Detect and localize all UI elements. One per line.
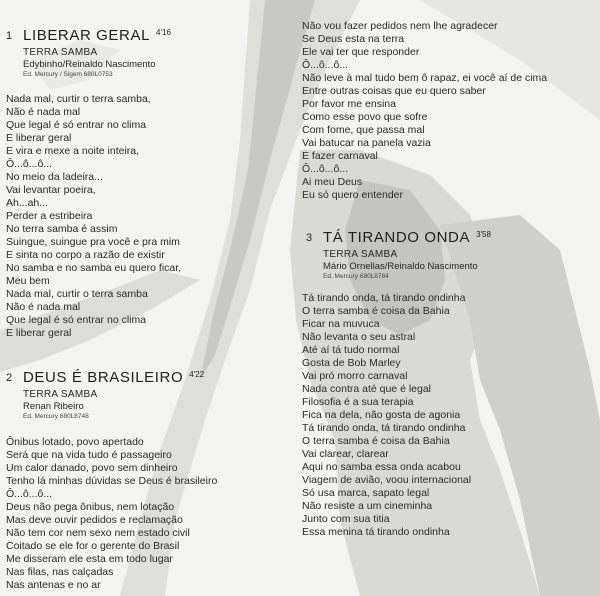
lyric-line: E liberar geral — [6, 132, 72, 144]
lyric-line: Ô...ô...ô... — [302, 163, 349, 175]
song-ta-tirando-onda — [302, 229, 594, 539]
lyric-line: Mas deve ouvir pedidos e reclamação — [6, 514, 183, 526]
lyric-line: Que legal é só entrar no clima — [6, 314, 147, 326]
songwriters: Edybinho/Reinaldo Nascimento — [23, 59, 156, 70]
lyric-line: Me disseram ele esta em todo lugar — [6, 553, 173, 565]
song-deus-e-brasileiro — [6, 369, 286, 592]
lyric-line: Nas filas, nas calçadas — [6, 566, 114, 578]
lyric-line: Suingue, suingue pra você e pra mim — [6, 236, 180, 248]
lyric-line: Vai levantar poeira, — [6, 184, 96, 196]
lyric-line: No meio da ladeira... — [6, 171, 103, 183]
lyric-line: Vai clarear, clarear — [302, 448, 389, 460]
publisher: Ed. Mercury / Sigem 680L0753 — [23, 71, 113, 78]
right-column — [302, 20, 594, 539]
lyric-line: Que legal é só entrar no clima — [6, 119, 147, 131]
lyric-line: Nada contra até que é legal — [302, 383, 432, 395]
lyric-line: Tá tirando onda, tá tirando ondinha — [302, 422, 466, 434]
lyric-line: Fica na dela, não gosta de agonia — [302, 409, 461, 421]
lyric-line: Se Deus esta na terra — [302, 33, 405, 45]
lyric-line: Meu bem — [6, 275, 50, 287]
lyric-line: Essa menina tá tirando ondinha — [302, 526, 450, 538]
song-header — [6, 27, 286, 46]
lyric-line: Junto com sua titia — [302, 513, 390, 525]
song-title-text: LIBERAR GERAL — [23, 27, 151, 44]
lyric-line: Ficar na muvuca — [302, 318, 380, 330]
song-duration: 4'22 — [189, 370, 205, 379]
lyric-line: Ele vai ter que responder — [302, 46, 420, 58]
lyric-line: Até aí tá tudo normal — [302, 344, 400, 356]
artist-name: TERRA SAMBA — [23, 47, 98, 58]
lyric-line: Com fome, que passa mal — [302, 124, 425, 136]
lyric-line: Não é nada mal — [6, 106, 81, 118]
song-credits — [23, 47, 286, 79]
artist-name: TERRA SAMBA — [23, 389, 98, 400]
lyrics — [302, 292, 594, 539]
lyric-line: Ah...ah... — [6, 197, 49, 209]
lyric-line: Nada mal, curtir o terra samba — [6, 288, 148, 300]
lyric-line: Não é nada mal — [6, 301, 81, 313]
lyric-line: Nada mal, curtir o terra samba, — [6, 93, 151, 105]
lyrics-continued — [302, 20, 594, 202]
song-header — [306, 229, 594, 248]
song-liberar-geral — [6, 27, 286, 340]
song-title-text: TÁ TIRANDO ONDA — [323, 229, 471, 246]
song-title-text: DEUS É BRASILEIRO — [23, 369, 184, 386]
publisher: Ed. Mercury 680L8784 — [323, 273, 389, 280]
song-credits — [323, 249, 594, 281]
lyric-line: Ô...ô...ô... — [6, 488, 53, 500]
lyric-line: E fazer carnaval — [302, 150, 378, 162]
lyric-line: Não leve à mal tudo bem ô rapaz, ei você aí de cima — [302, 72, 548, 84]
lyric-line: Só usa marca, sapato legal — [302, 487, 430, 499]
lyric-line: Tá tirando onda, tá tirando ondinha — [302, 292, 466, 304]
lyric-line: O terra samba é coisa da Bahia — [302, 435, 450, 447]
track-number: 3 — [306, 232, 313, 244]
lyric-line: Entre outras coisas que eu quero saber — [302, 85, 486, 97]
lyric-line: Viagem de avião, voou internacional — [302, 474, 472, 486]
publisher: Ed. Mercury 680L8748 — [23, 413, 89, 420]
lyric-line: Não tem cor nem sexo nem estado civil — [6, 527, 190, 539]
lyric-line: Vai batucar na panela vazia — [302, 137, 431, 149]
lyric-line: Deus não pega ônibus, nem lotação — [6, 501, 175, 513]
track-number: 2 — [6, 372, 13, 384]
lyric-line: E liberar geral — [6, 327, 72, 339]
lyric-line: O terra samba é coisa da Bahia — [302, 305, 450, 317]
song-title — [23, 27, 171, 44]
track-number: 1 — [6, 30, 13, 42]
songwriters: Mário Ornellas/Reinaldo Nascimento — [323, 261, 478, 272]
song-duration: 3'58 — [476, 230, 491, 239]
lyric-line: Não resiste a um cineminha — [302, 500, 433, 512]
lyric-line: Um calor danado, povo sem dinheiro — [6, 462, 178, 474]
lyric-line: No samba e no samba eu quero ficar, — [6, 262, 182, 274]
lyric-line: Ônibus lotado, povo apertado — [6, 436, 144, 448]
lyric-line: Por favor me ensina — [302, 98, 396, 110]
lyrics — [6, 436, 286, 592]
left-column — [6, 27, 286, 592]
song-duration: 4'16 — [156, 28, 171, 37]
song-header — [6, 369, 286, 388]
lyrics — [6, 93, 286, 340]
lyric-line: Nas antenas e no ar — [6, 579, 101, 591]
lyric-line: E sinta no corpo a razão de existir — [6, 249, 165, 261]
lyric-line: Coitado se ele for o gerente do Brasil — [6, 540, 180, 552]
song-title — [23, 369, 204, 386]
lyric-line: Gosta de Bob Marley — [302, 357, 401, 369]
lyric-line: Ai meu Deus — [302, 176, 363, 188]
lyric-line: Ô...ô...ô... — [302, 59, 349, 71]
song-title — [323, 229, 491, 246]
lyric-line: E vira e mexe a noite inteira, — [6, 145, 140, 157]
lyric-line: Perder a estribeira — [6, 210, 93, 222]
lyric-line: Não levanta o seu astral — [302, 331, 416, 343]
lyric-line: Não vou fazer pedidos nem lhe agradecer — [302, 20, 498, 32]
lyric-line: Ô...ô...ô... — [6, 158, 53, 170]
lyric-line: Filosofia é a sua terapia — [302, 396, 414, 408]
lyric-line: Tenho lá minhas dúvidas se Deus é brasileiro — [6, 475, 218, 487]
song-credits — [23, 389, 286, 421]
songwriters: Renan Ribeiro — [23, 401, 84, 412]
lyric-line: Vai pró morro carnaval — [302, 370, 408, 382]
lyric-line: Aqui no samba essa onda acabou — [302, 461, 461, 473]
lyric-line: Será que na vida tudo é passageiro — [6, 449, 172, 461]
lyric-line: Como esse povo que sofre — [302, 111, 428, 123]
lyric-line: No terra samba é assim — [6, 223, 118, 235]
artist-name: TERRA SAMBA — [323, 249, 398, 260]
lyric-line: Eu só quero entender — [302, 189, 403, 201]
